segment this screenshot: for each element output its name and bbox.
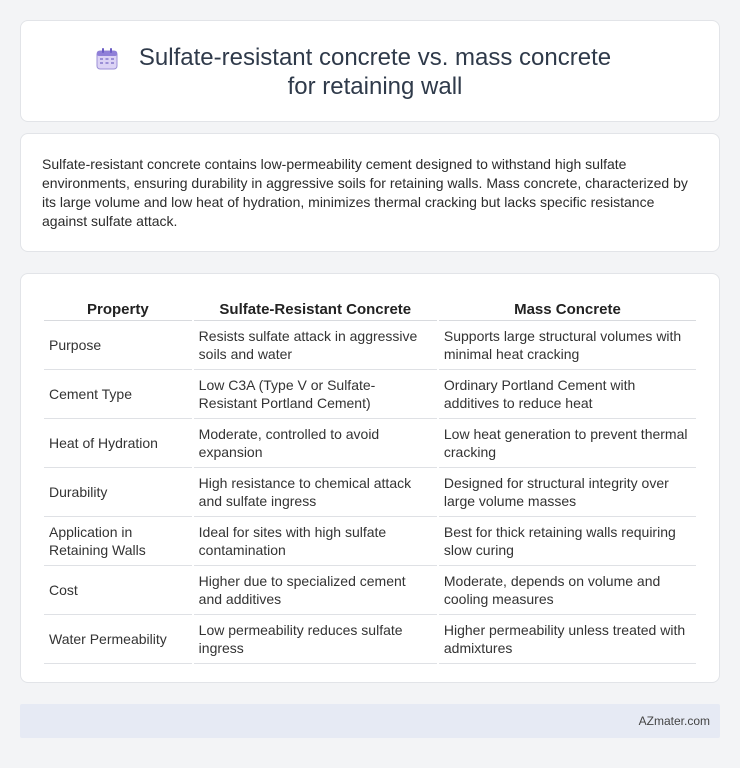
sulfate-cell: Moderate, controlled to avoid expansion (194, 419, 437, 468)
sulfate-cell: High resistance to chemical attack and sulfate ingress (194, 468, 437, 517)
property-cell: Water Permeability (44, 615, 192, 664)
property-cell: Purpose (44, 321, 192, 370)
page-title: Sulfate-resistant concrete vs. mass concrete for retaining wall (138, 44, 612, 100)
sulfate-cell: Ideal for sites with high sulfate contamination (194, 517, 437, 566)
mass-cell: Higher permeability unless treated with admixtures (439, 615, 696, 664)
table-row (44, 419, 696, 468)
table-row (44, 321, 696, 370)
intro-card (20, 133, 720, 252)
comparison-card (20, 273, 720, 683)
title-card (20, 20, 720, 122)
property-cell: Cost (44, 566, 192, 615)
property-cell: Durability (44, 468, 192, 517)
footer-brand: AZmater.com (638, 714, 710, 728)
property-cell: Heat of Hydration (44, 419, 192, 468)
table-row (44, 566, 696, 615)
header-property: Property (44, 295, 192, 321)
intro-paragraph: Sulfate-resistant concrete contains low-permeability cement designed to withstand high sulfate environments, ensuring durability in aggressive soils for retaining walls. Mass concrete, characterized by its large volume and low heat of hydration, minimizes thermal cracking but lacks specific resistance against sulfate attack. (42, 156, 688, 229)
mass-cell: Supports large structural volumes with minimal heat cracking (439, 321, 696, 370)
mass-cell: Low heat generation to prevent thermal cracking (439, 419, 696, 468)
mass-cell: Ordinary Portland Cement with additives to reduce heat (439, 370, 696, 419)
table-row (44, 370, 696, 419)
header-sulfate-resistant: Sulfate-Resistant Concrete (194, 295, 437, 321)
header-mass-concrete: Mass Concrete (439, 295, 696, 321)
property-cell: Cement Type (44, 370, 192, 419)
mass-cell: Best for thick retaining walls requiring slow curing (439, 517, 696, 566)
property-cell: Application in Retaining Walls (44, 517, 192, 566)
mass-cell: Designed for structural integrity over large volume masses (439, 468, 696, 517)
comparison-table (42, 295, 698, 664)
mass-cell: Moderate, depends on volume and cooling measures (439, 566, 696, 615)
sulfate-cell: Low permeability reduces sulfate ingress (194, 615, 437, 664)
sulfate-cell: Higher due to specialized cement and additives (194, 566, 437, 615)
sulfate-cell: Low C3A (Type V or Sulfate-Resistant Portland Cement) (194, 370, 437, 419)
sulfate-cell: Resists sulfate attack in aggressive soils and water (194, 321, 437, 370)
footer (20, 704, 720, 738)
table-row (44, 468, 696, 517)
table-row (44, 517, 696, 566)
table-row (44, 615, 696, 664)
table-header-row (44, 295, 696, 321)
